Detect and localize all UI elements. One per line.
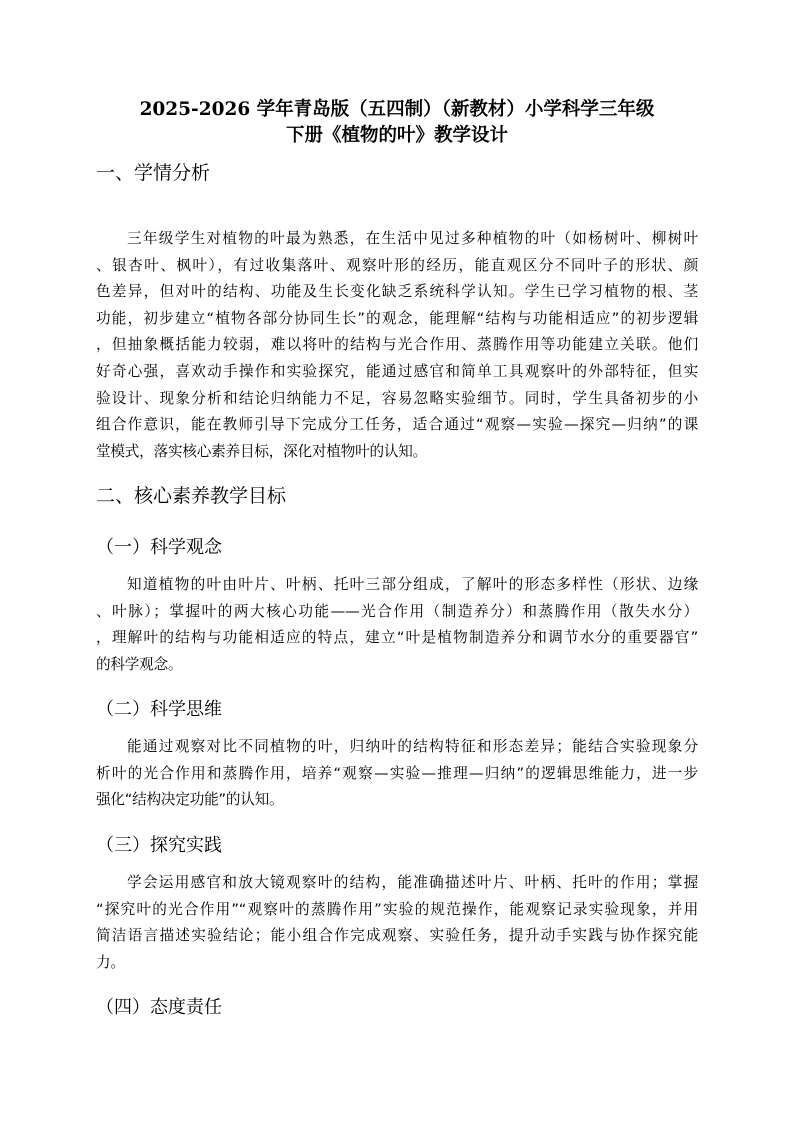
subsection-heading-scientific-thinking: （二）科学思维 — [96, 699, 222, 720]
text-line: 验设计、现象分析和结论归纳能力不足，容易忽略实验细节。同时，学生具备初步的小 — [96, 389, 698, 407]
text-line: 三年级学生对植物的叶最为熟悉，在生活中见过多种植物的叶（如杨树叶、柳树叶 — [127, 230, 698, 247]
paragraph-learner-analysis — [96, 226, 698, 465]
text-line: ，但抽象概括能力较弱，难以将叶的结构与光合作用、蒸腾作用等功能建立关联。他们 — [96, 336, 698, 354]
text-line: 色差异，但对叶的结构、功能及生长变化缺乏系统科学认知。学生已学习植物的根、茎 — [96, 283, 698, 301]
subsection-heading-scientific-concepts: （一）科学观念 — [96, 537, 222, 558]
text-line: 力。 — [96, 953, 125, 971]
text-line: 简洁语言描述实验结论；能小组合作完成观察、实验任务，提升动手实践与协作探究能 — [96, 927, 698, 945]
text-line: 好奇心强，喜欢动手操作和实验探究，能通过感官和简单工具观察叶的外部特征，但实 — [96, 362, 698, 380]
subsection-heading-attitude-responsibility: （四）态度责任 — [96, 997, 222, 1018]
text-line: “探究叶的光合作用”“观察叶的蒸腾作用”实验的规范操作，能观察记录实验现象，并用 — [96, 900, 698, 918]
document-title-line-2: 下册《植物的叶》教学设计 — [285, 125, 508, 146]
text-line: 、银杏叶、枫叶），有过收集落叶、观察叶形的经历，能直观区分不同叶子的形状、颜 — [96, 256, 698, 274]
text-line: 析叶的光合作用和蒸腾作用，培养“观察—实验—推理—归纳”的逻辑思维能力，进一步 — [96, 764, 698, 782]
text-line: 堂模式，落实核心素养目标，深化对植物叶的认知。 — [96, 442, 428, 460]
text-line: 知道植物的叶由叶片、叶柄、托叶三部分组成，了解叶的形态多样性（形状、边缘 — [127, 576, 698, 593]
section-heading-core-objectives: 二、核心素养教学目标 — [96, 485, 287, 507]
paragraph-scientific-concepts — [96, 572, 698, 678]
subsection-heading-inquiry-practice: （三）探究实践 — [96, 835, 222, 856]
paragraph-inquiry-practice — [96, 870, 698, 976]
text-line: ，理解叶的结构与功能相适应的特点，建立“叶是植物制造养分和调节水分的重要器官” — [96, 629, 698, 647]
paragraph-scientific-thinking — [96, 734, 698, 814]
text-line: 能通过观察对比不同植物的叶，归纳叶的结构特征和形态差异；能结合实验现象分 — [127, 738, 698, 755]
text-line: 学会运用感官和放大镜观察叶的结构，能准确描述叶片、叶柄、托叶的作用；掌握 — [127, 874, 698, 891]
text-line: 强化“结构决定功能”的认知。 — [96, 791, 284, 809]
text-line: 、叶脉）；掌握叶的两大核心功能——光合作用（制造养分）和蒸腾作用（散失水分） — [96, 602, 698, 620]
section-heading-learner-analysis: 一、学情分析 — [96, 162, 211, 184]
text-line: 组合作意识，能在教师引导下完成分工任务，适合通过“观察—实验—探究—归纳”的课 — [96, 416, 698, 434]
document-title-line-1: 2025-2026 学年青岛版（五四制）（新教材）小学科学三年级 — [139, 99, 655, 120]
text-line: 的科学观念。 — [96, 655, 183, 673]
text-line: 功能，初步建立“植物各部分协同生长”的观念，能理解“结构与功能相适应”的初步逻辑 — [96, 309, 698, 327]
